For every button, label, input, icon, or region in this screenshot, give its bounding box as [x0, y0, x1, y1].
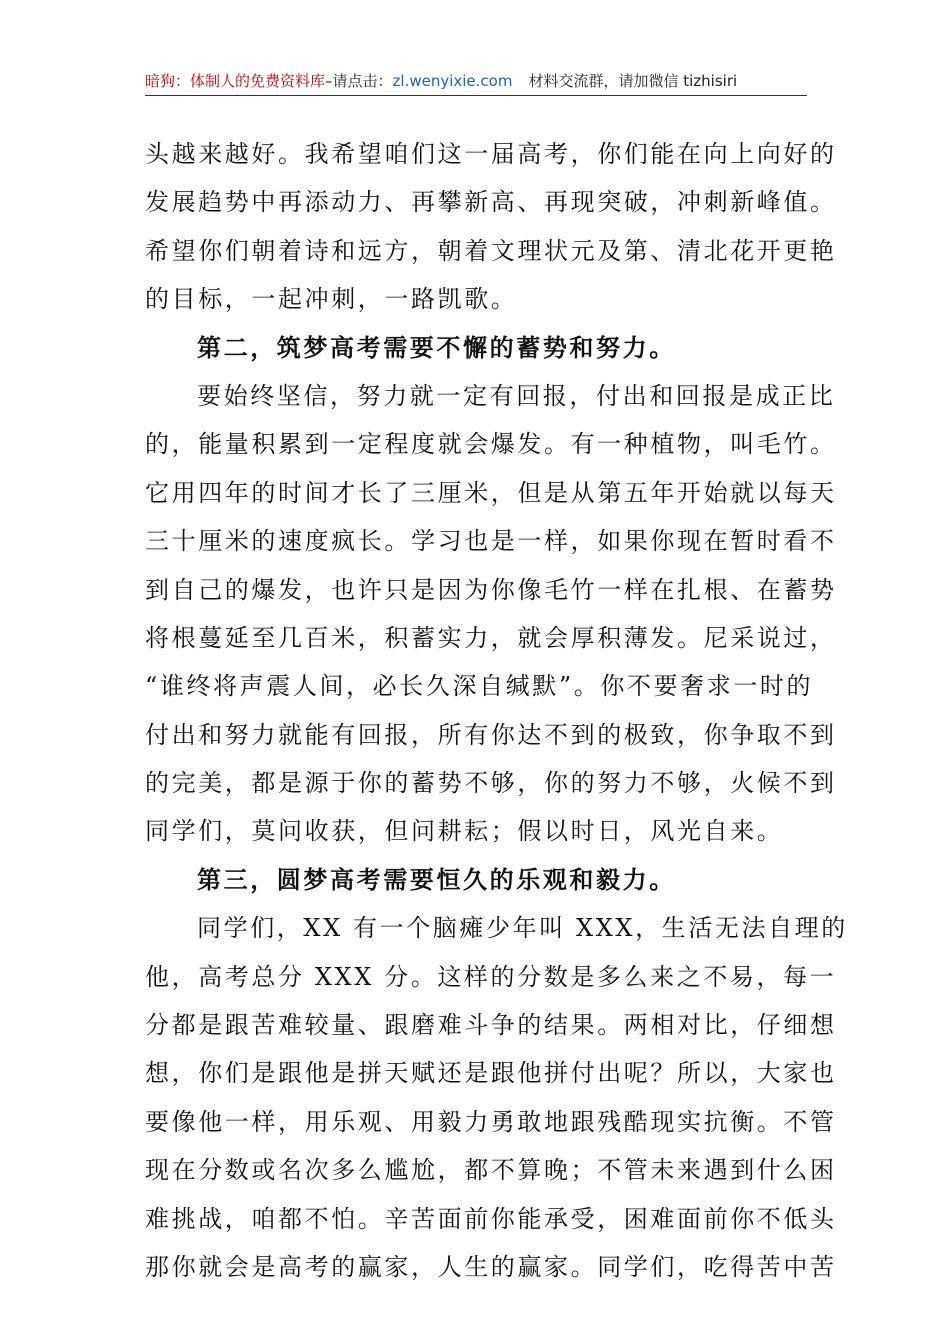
text-line: 头越来越好。我希望咱们这一届高考，你们能在向上向好的	[145, 140, 837, 168]
text-line: 他，高考总分 XXX 分。这样的分数是多么来之不易，每一	[145, 962, 837, 991]
text-line: 的，能量积累到一定程度就会爆发。有一种植物，叫毛竹。	[145, 430, 837, 459]
text-line: 三十厘米的速度疯长。学习也是一样，如果你现在暂时看不	[145, 527, 837, 556]
text-line: “谁终将声震人间，必长久深自缄默”。你不要奢求一时的	[145, 672, 814, 701]
header-note: 材料交流群，请加微信 tizhisiri	[528, 72, 738, 90]
text-line: 要始终坚信，努力就一定有回报，付出和回报是成正比	[197, 381, 836, 410]
text-line: 同学们，XX 有一个脑瘫少年叫 XXX，生活无法自理的	[197, 914, 848, 943]
text-line: 到自己的爆发，也许只是因为你像毛竹一样在扎根、在蓄势	[145, 575, 837, 604]
header-prompt: –请点击：	[325, 72, 393, 90]
section-heading: 第三，圆梦高考需要恒久的乐观和毅力。	[197, 865, 676, 894]
document-body	[145, 130, 848, 1291]
text-line: 分都是跟苦难较量、跟磨难斗争的结果。两相对比，仔细想	[145, 1011, 837, 1040]
section-heading: 第二，筑梦高考需要不懈的蓄势和努力。	[197, 333, 676, 362]
header-divider	[145, 95, 807, 96]
header-brand[interactable]: 暗狗：体制人的免费资料库	[145, 72, 326, 90]
text-line: 发展趋势中再添动力、再攀新高、再现突破，冲刺新峰值。	[145, 188, 837, 217]
text-line: 付出和努力就能有回报，所有你达不到的极致，你争取不到	[145, 720, 837, 749]
text-line: 那你就会是高考的赢家，人生的赢家。同学们，吃得苦中苦	[145, 1252, 837, 1281]
text-line: 想，你们是跟他是拼天赋还是跟他拼付出呢？所以，大家也	[145, 1059, 837, 1088]
text-line: 它用四年的时间才长了三厘米，但是从第五年开始就以每天	[145, 478, 837, 507]
text-line: 现在分数或名次多么尴尬，都不算晚；不管未来遇到什么困	[145, 1156, 837, 1185]
text-line: 的目标，一起冲刺，一路凯歌。	[145, 285, 518, 314]
text-line: 希望你们朝着诗和远方，朝着文理状元及第、清北花开更艳	[145, 236, 837, 265]
text-line: 的完美，都是源于你的蓄势不够，你的努力不够，火候不到	[145, 769, 837, 798]
header-url-link[interactable]: zl.wenyixie.com	[392, 72, 513, 90]
text-line: 同学们，莫问收获，但问耕耘；假以时日，风光自来。	[145, 817, 784, 846]
text-line: 要像他一样，用乐观、用毅力勇敢地跟残酷现实抗衡。不管	[145, 1107, 837, 1136]
text-line: 难挑战，咱都不怕。辛苦面前你能承受，困难面前你不低头	[145, 1204, 837, 1233]
page-header	[145, 68, 807, 94]
text-line: 将根蔓延至几百米，积蓄实力，就会厚积薄发。尼采说过，	[145, 623, 837, 652]
